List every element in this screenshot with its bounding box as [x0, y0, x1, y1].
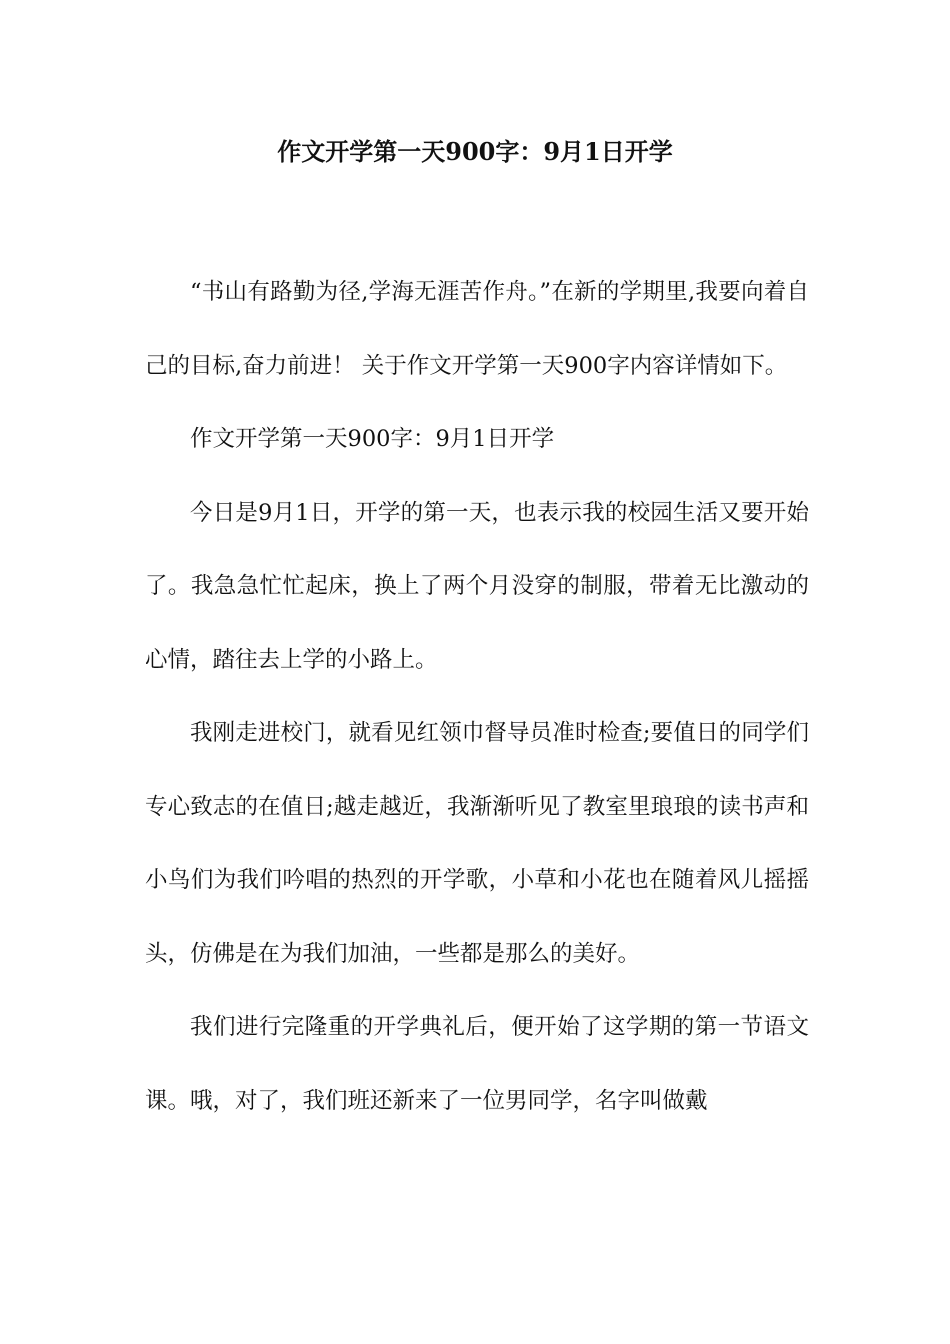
document-title: 作文开学第一天900字：9月1日开学 — [277, 137, 673, 166]
paragraph-first-class: 我们进行完隆重的开学典礼后，便开始了这学期的第一节语文课。哦，对了，我们班还新来了一位男同学，名字叫做戴 — [145, 1014, 809, 1114]
paragraph-subtitle: 作文开学第一天900字：9月1日开学 — [190, 426, 555, 452]
paragraph-morning: 今日是9月1日，开学的第一天，也表示我的校园生活又要开始了。我急急忙忙起床，换上了两个月没穿的制服，带着无比激动的心情，踏往去上学的小路上。 — [145, 499, 809, 673]
paragraph-intro: “书山有路勤为径,学海无涯苦作舟。”在新的学期里,我要向着自己的目标,奋力前进！ 关于作文开学第一天900字内容详情如下。 — [145, 279, 809, 379]
document-body — [145, 256, 809, 1138]
paragraph-school-gate: 我刚走进校门，就看见红领巾督导员准时检查;要值日的同学们专心致志的在值日;越走越近，我渐渐听见了教室里琅琅的读书声和小鸟们为我们吟唱的热烈的开学歌，小草和小花也在随着风儿摇摇头，仿佛是在为我们加油，一些都是那么的美好。 — [145, 720, 809, 967]
